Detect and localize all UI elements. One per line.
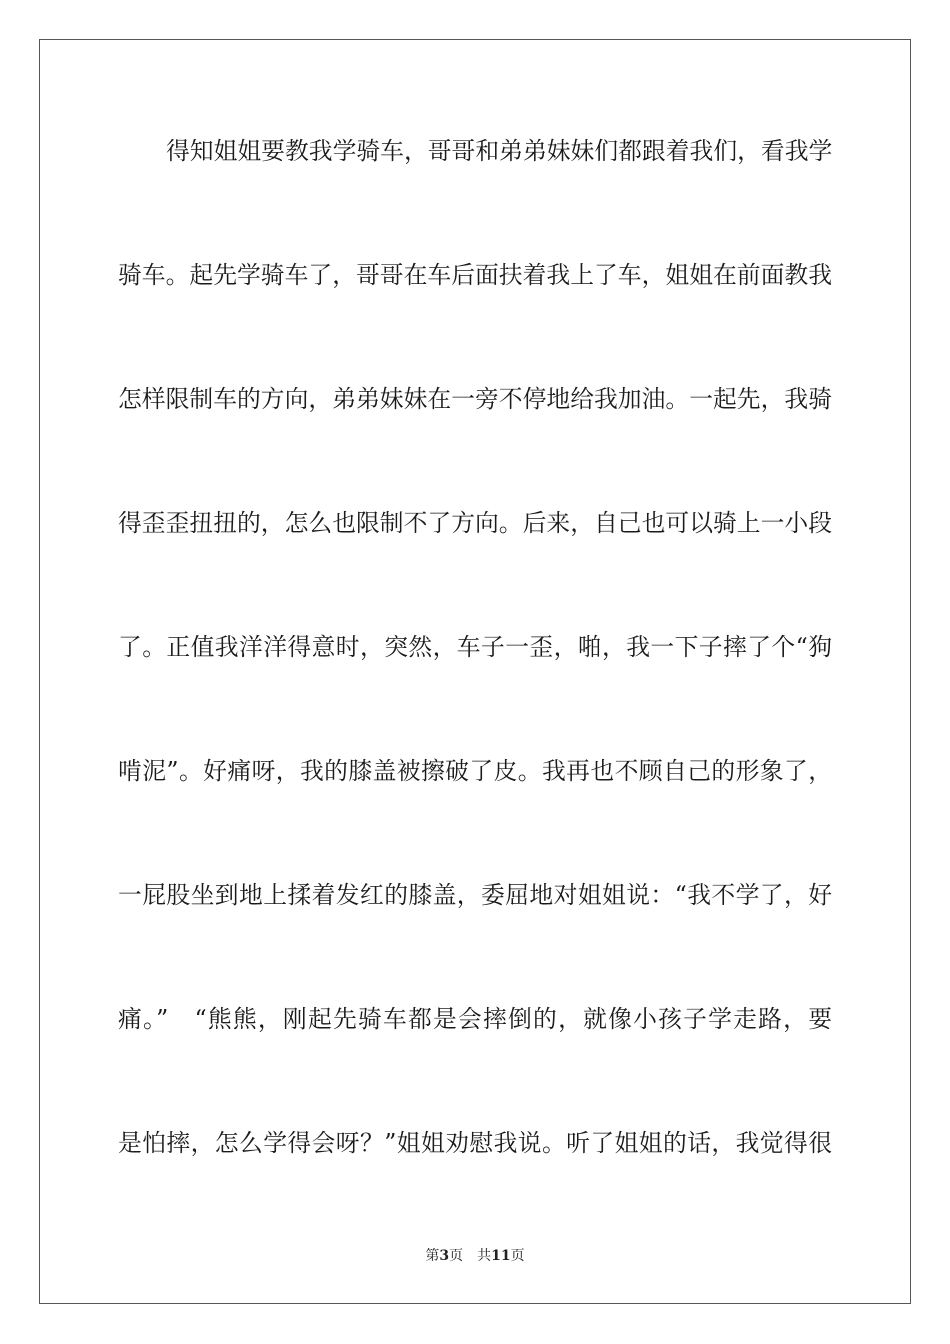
text-line-1: 得知姐姐要教我学骑车，哥哥和弟弟妹妹们都跟着我们，看我学 xyxy=(166,137,832,165)
text-line-5: 了。正值我洋洋得意时，突然，车子一歪，啪，我一下子摔了个“狗 xyxy=(118,633,832,661)
page-prefix: 第 xyxy=(425,1248,440,1264)
page-suffix: 页 xyxy=(449,1248,464,1264)
text-line-6: 啃泥”。好痛呀，我的膝盖被擦破了皮。我再也不顾自己的形象了， xyxy=(118,757,832,785)
text-line-3: 怎样限制车的方向，弟弟妹妹在一旁不停地给我加油。一起先，我骑 xyxy=(118,385,832,413)
text-line-8: 痛。” “熊熊，刚起先骑车都是会摔倒的，就像小孩子学走路，要 xyxy=(118,1005,832,1033)
page-number: 3 xyxy=(439,1248,450,1264)
text-line-7: 一屁股坐到地上揉着发红的膝盖，委屈地对姐姐说：“我不学了，好 xyxy=(118,881,832,909)
page-footer xyxy=(0,1246,950,1266)
text-line-9: 是怕摔，怎么学得会呀？”姐姐劝慰我说。听了姐姐的话，我觉得很 xyxy=(118,1129,832,1157)
text-line-4: 得歪歪扭扭的，怎么也限制不了方向。后来，自己也可以骑上一小段 xyxy=(118,509,832,537)
total-suffix: 页 xyxy=(510,1248,525,1264)
page-border xyxy=(39,39,911,1304)
text-line-2: 骑车。起先学骑车了，哥哥在车后面扶着我上了车，姐姐在前面教我 xyxy=(118,261,832,289)
total-pages: 11 xyxy=(491,1248,511,1264)
total-prefix: 共 xyxy=(477,1248,492,1264)
